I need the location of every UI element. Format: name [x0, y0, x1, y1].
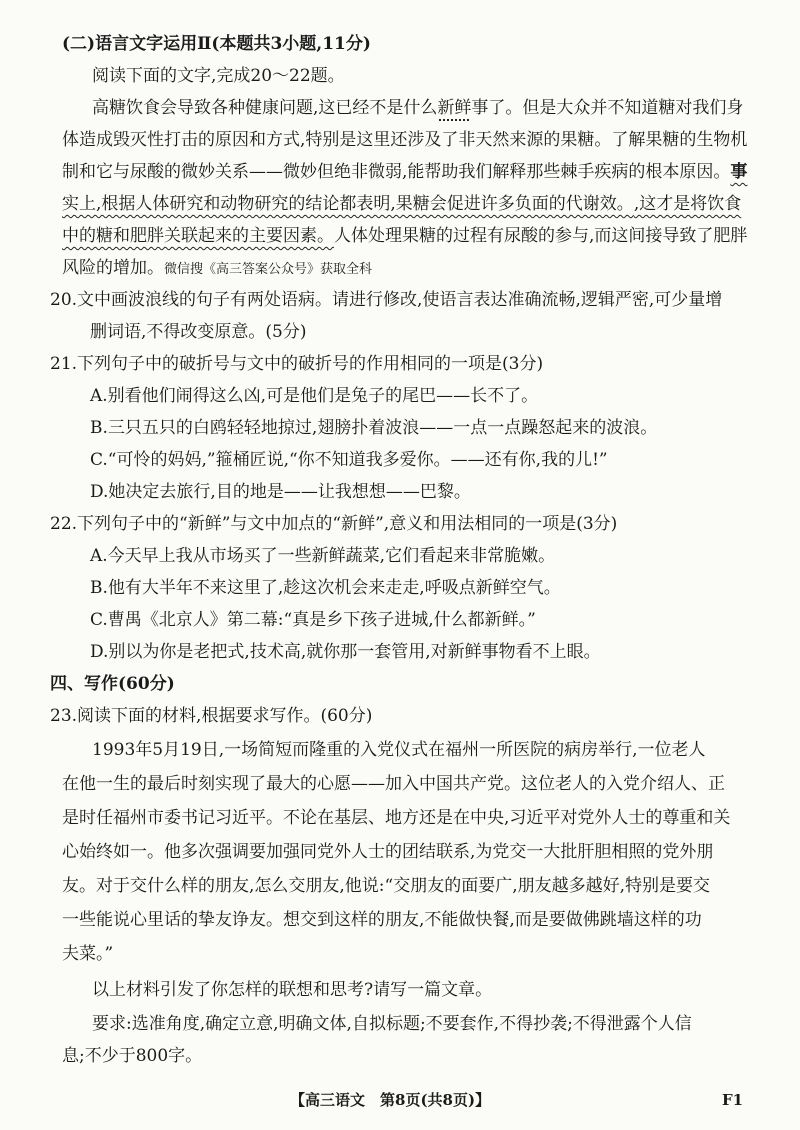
- q21-option-c: C.“可怜的妈妈,”箍桶匠说,“你不知道我多爱你。——还有你,我的儿!”: [90, 450, 608, 470]
- passage-text: 人体处理果糖的过程有尿酸的参与,而这间接导致了肥胖: [334, 226, 748, 246]
- wavy-sentence-2: ,这才是将饮食: [633, 194, 742, 214]
- wavy-sentence-1: 实上,根据人体研究和动物研究的结论都表明,果糖会促进许多负面的代谢效。: [62, 194, 634, 214]
- q23-requirements-line-2: 息;不少于800字。: [62, 1046, 203, 1066]
- wavy-sentence-2: 中的糖和肥胖关联起来的主要因素。: [62, 226, 334, 246]
- q20-stem-line-2: 删词语,不得改变原意。(5分): [90, 322, 307, 342]
- passage-line-3: [62, 160, 747, 184]
- passage-text: 风险的增加。: [62, 258, 164, 278]
- q21-stem: 21.下列句子中的破折号与文中的破折号的作用相同的一项是(3分): [50, 354, 544, 374]
- q21-option-a: A.别看他们闹得这么凶,可是他们是兔子的尾巴——长不了。: [90, 386, 539, 406]
- passage-text: 事了。但是大众并不知道糖对我们身: [471, 98, 744, 118]
- q23-prompt: 以上材料引发了你怎样的联想和思考?请写一篇文章。: [92, 980, 493, 1000]
- section2-heading: (二)语言文字运用Ⅱ(本题共3小题,11分): [62, 34, 371, 54]
- page-footer: 【高三语文 第8页(共8页)】: [290, 1091, 491, 1109]
- q21-option-d: D.她决定去旅行,目的地是——让我想想——巴黎。: [90, 482, 471, 502]
- q22-option-d: D.别以为你是老把式,技术高,就你那一套管用,对新鲜事物看不上眼。: [90, 642, 601, 662]
- passage-text: 高糖饮食会导致各种健康问题,这已经不是什么: [92, 98, 438, 118]
- q22-option-a: A.今天早上我从市场买了一些新鲜蔬菜,它们看起来非常脆嫩。: [90, 546, 556, 566]
- passage-instruction: 阅读下面的文字,完成20～22题。: [92, 66, 345, 86]
- passage-line-4: [62, 192, 741, 216]
- q23-requirements-line-1: 要求:选准角度,确定立意,明确文体,自拟标题;不要套作,不得抄袭;不得泄露个人信: [92, 1014, 692, 1034]
- q21-option-b: B.三只五只的白鸥轻轻地掠过,翅膀扑着波浪——一点一点躁怒起来的波浪。: [90, 418, 658, 438]
- q23-stem: 23.阅读下面的材料,根据要求写作。(60分): [50, 706, 373, 726]
- dotted-word-xinxian: 新鲜: [437, 98, 472, 118]
- q23-material-line-7: 夫菜。”: [62, 944, 114, 964]
- q22-option-b: B.他有大半年不来这里了,趁这次机会来走走,呼吸点新鲜空气。: [90, 578, 561, 598]
- q22-stem: 22.下列句子中的“新鲜”与文中加点的“新鲜”,意义和用法相同的一项是(3分): [50, 514, 618, 534]
- watermark-note: 微信搜《高三答案公众号》获取全科: [164, 262, 373, 277]
- q22-option-c: C.曹禺《北京人》第二幕:“真是乡下孩子进城,什么都新鲜。”: [90, 610, 536, 630]
- passage-text: 制和它与尿酸的微妙关系——微妙但绝非微弱,能帮助我们解释那些棘手疾病的根本原因。: [62, 162, 731, 182]
- q23-material-line-5: 友。对于交什么样的朋友,怎么交朋友,他说:“交朋友的面要广,朋友越多越好,特别是要交: [62, 876, 711, 896]
- q23-material-line-6: 一些能说心里话的挚友诤友。想交到这样的朋友,不能做快餐,而是要做佛跳墙这样的功: [62, 910, 702, 930]
- q20-stem-line-1: 20.文中画波浪线的句子有两处语病。请进行修改,使语言表达准确流畅,逻辑严密,可少量增: [50, 290, 723, 310]
- page-code: F1: [722, 1091, 744, 1109]
- q23-material-line-4: 心始终如一。他多次强调要加强同党外人士的团结联系,为党交一大批肝胆相照的党外朋: [62, 842, 714, 862]
- passage-line-6: [62, 256, 372, 282]
- q23-material-line-1: 1993年5月19日,一场简短而隆重的入党仪式在福州一所医院的病房举行,一位老人: [92, 740, 706, 760]
- q23-material-line-3: 是时任福州市委书记习近平。不论在基层、地方还是在中央,习近平对党外人士的尊重和关: [62, 808, 731, 828]
- passage-line-2: 体造成毁灭性打击的原因和方式,特别是这里还涉及了非天然来源的果糖。了解果糖的生物机: [62, 130, 748, 150]
- passage-line-5: [62, 224, 747, 248]
- wavy-sentence-1: 事: [730, 162, 748, 182]
- section4-heading: 四、写作(60分): [50, 674, 175, 694]
- q23-material-line-2: 在他一生的最后时刻实现了最大的心愿——加入中国共产党。这位老人的入党介绍人、正: [62, 774, 725, 794]
- passage-line-1: [92, 96, 743, 120]
